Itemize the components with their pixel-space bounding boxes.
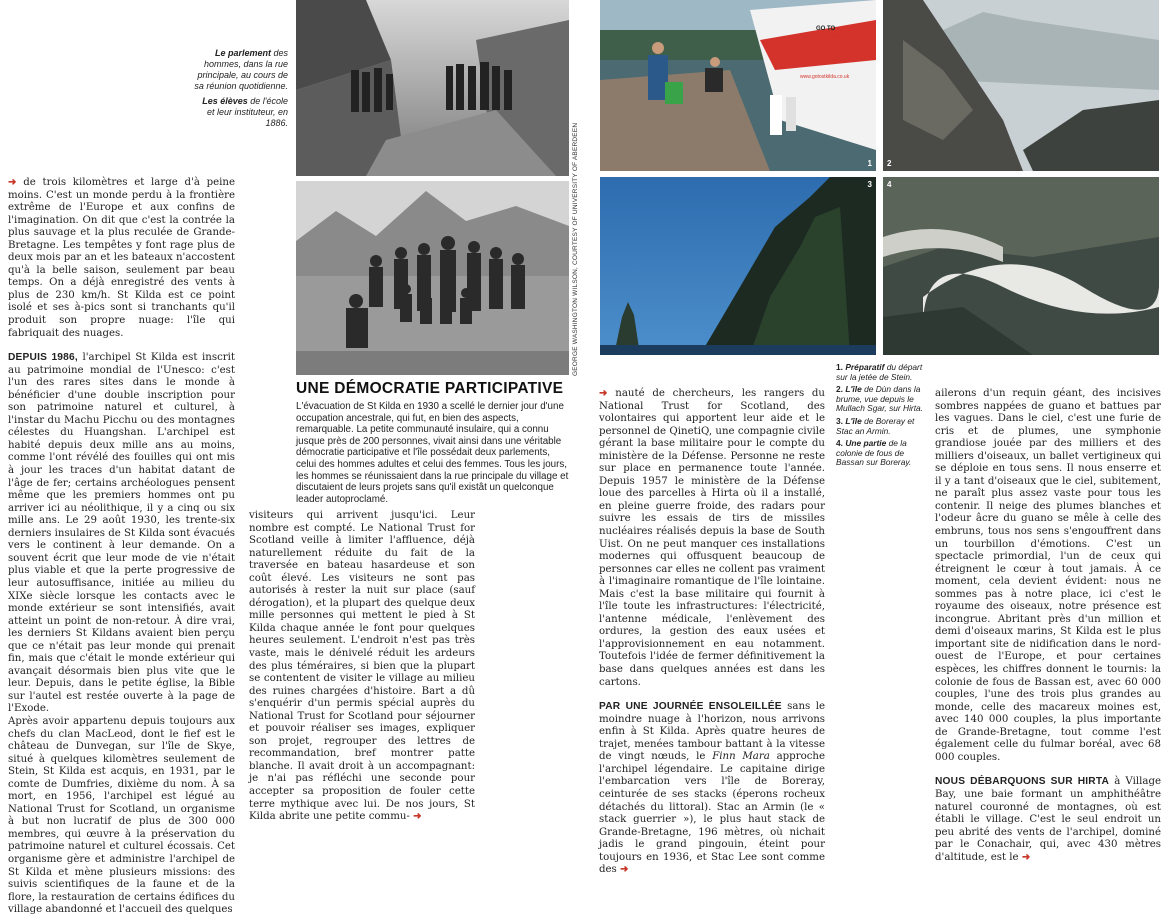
photo-schoolchildren bbox=[296, 181, 569, 375]
caption-1-number: 1. bbox=[836, 362, 843, 372]
caption-3-bold: L'île bbox=[845, 415, 862, 426]
caption-text-parlement: des hommes, dans la rue principale, au cours de sa réunion quotidienne. bbox=[194, 48, 288, 91]
col1-lead: DEPUIS 1986, bbox=[8, 352, 78, 364]
photo-number-1: 1 bbox=[867, 159, 872, 168]
continue-arrow: ➜ bbox=[8, 177, 17, 188]
top-photo-caption bbox=[194, 48, 288, 129]
caption-bold-eleves: Les élèves bbox=[202, 96, 248, 106]
boat-text-stkilda: ST KILDA bbox=[813, 34, 841, 40]
photo-caption-1 bbox=[836, 363, 932, 382]
col3-paragraph-2b: approche l'archipel légendaire. Le capitaine dirige l'embarcation vers l'île de Boreray, ceinturée de ses stacks (éperons rocheux détachés du littoral). Stac an Armin (le « stack guerrier »), le plus haut stack de Grande-Bretagne, 196 mètres, où nichait jadis le grand pingouin, éteint pour toujours en 1936, et Stac Lee sont comme des bbox=[599, 751, 826, 876]
sidebar-box-text: L'évacuation de St Kilda en 1930 a scellé le dernier jour d'une occupation ancestrale, qui fut, en bien des aspects, remarquable. La petite communauté insulaire, qui a connu jusque près de 200 personnes, vivait ainsi dans une véritable démocratie participative et l'île possédait deux parlements, celui des hommes adultes et celui des femmes. Tous les jours, les hommes se réunissaient dans la rue principale du village et discutaient de leurs projets sans qu'il existât un quelconque leader autoproclamé. bbox=[296, 401, 569, 505]
article-column-2 bbox=[249, 510, 475, 823]
caption-3-number: 3. bbox=[836, 415, 843, 426]
caption-2-number: 2. bbox=[836, 384, 843, 395]
continue-arrow: ➜ bbox=[599, 388, 608, 399]
continue-arrow: ➜ bbox=[620, 864, 629, 876]
caption-1-text: du départ sur la jetée de Stein. bbox=[836, 362, 923, 382]
caption-3-text: de Boreray et Stac an Armin. bbox=[836, 415, 915, 436]
boat-text-goto: GO TO bbox=[816, 26, 836, 32]
caption-2-text: de Dùn dans la brume, vue depuis le Mullach Sgar, sur Hirta. bbox=[836, 384, 924, 414]
sidebar-box-title: UNE DÉMOCRATIE PARTICIPATIVE bbox=[296, 380, 564, 397]
col4-paragraph-2: à Village Bay, une baie formant un amphithéâtre naturel couronné de montagnes, où est établi le village. C'est le seul endroit un peu abrité des vents de l'archipel, dominé par le Conachair, qui, avec 430 mètres d'altitude, est le bbox=[935, 776, 1161, 863]
col3-paragraph-2a: sans le moindre nuage à l'horizon, nous arrivons enfin à St Kilda. Après quatre heures de trajet, menées tambour battant à la vitesse de vingt nœuds, le bbox=[599, 701, 825, 763]
caption-bold-parlement: Le parlement bbox=[214, 48, 271, 58]
photo-number-2: 2 bbox=[887, 159, 892, 168]
photo-1-boat bbox=[600, 0, 876, 171]
photo-caption-2 bbox=[836, 385, 932, 414]
col1-paragraph-1: de trois kilomètres et large d'à peine moins. C'est un monde perdu à la frontière extrême de l'Europe et aux confins de l'imagination. On dit que c'est la contrée la plus sauvage et la plus reculée de Grande-Bretagne. Les tempêtes y font rage plus de deux mois par an et les bateaux n'accostent qu'à la belle saison, seulement par beau temps. On a déjà enregistré des vents à plus de 230 km/h. St Kilda est ce point isolé et ses à-pics sont si tranchants qu'il produit son propre nuage: l'île qui fabriquait des nuages. bbox=[8, 177, 235, 339]
caption-text-eleves: de l'école et leur instituteur, en 1886. bbox=[206, 96, 288, 128]
photo-caption-4 bbox=[836, 439, 932, 468]
col2-paragraph-1: visiteurs qui arrivent jusqu'ici. Leur nombre est compté. Le National Trust for Scotland veille à limiter l'affluence, déjà naturellement réduite du fait de la traversée en bateau hasardeuse et son coût élevé. Les visiteurs ne sont pas autorisés à rester la nuit sur place (sauf dérogation), et la plupart des quelque deux mille personnes qui mettent le pied à St Kilda chaque année le font pour quelques heures seulement. L'endroit n'est pas très vaste, mais le dénivelé réduit les ardeurs des plus téméraires, si bien que la plupart se contentent de visiter le village au milieu des ruines chargées d'histoire. Bart a dû s'enquérir d'un permis spécial auprès du National Trust for Scotland pour séjourner et pouvoir réaliser ses images, expliquer son projet, regrouper des lettres de recommandation, bref montrer patte blanche. Il avait droit à un accompagnant: je n'ai pas réfléchi une seconde pour accepter sa proposition de fouler cette terre mythique avec lui. De nos jours, St Kilda abrite une petite commu- bbox=[249, 510, 475, 823]
col4-lead: NOUS DÉBARQUONS SUR HIRTA bbox=[935, 776, 1110, 788]
continue-arrow: ➜ bbox=[413, 811, 422, 823]
photo-3-boreray bbox=[600, 177, 876, 355]
photo-parliament-men bbox=[296, 0, 569, 176]
photo-2-dun-mist bbox=[883, 0, 1159, 171]
caption-4-text: de la colonie de fous de Bassan sur Boreray. bbox=[836, 438, 912, 468]
caption-4-number: 4. bbox=[836, 438, 843, 449]
continue-arrow: ➜ bbox=[1021, 851, 1031, 863]
photo-caption-3 bbox=[836, 417, 932, 436]
photo-captions bbox=[836, 363, 932, 468]
col1-paragraph-3: Après avoir appartenu depuis toujours aux chefs du clan MacLeod, dont le fief est le château de Dunvegan, sur l'île de Skye, situé à quelques kilomètres seulement de Stein, St Kilda est acquis, en 1931, par le comte de Dumfries, dixième du nom. À sa mort, en 1956, l'archipel est légué au National Trust for Scotland, un organisme à but non lucratif de plus de 300 000 membres, qui œuvre à la préservation du patrimoine naturel et culturel écossais. Cet organisme gère et administre l'archipel de St Kilda et mène plusieurs missions: des suivis scientifiques de la faune et de la flore, la restauration de certains édifices du village abandonné et l'accueil des quelques bbox=[8, 715, 235, 916]
photo-number-4: 4 bbox=[887, 180, 892, 189]
article-column-3 bbox=[599, 388, 826, 876]
boat-name: Finn Mara bbox=[712, 751, 770, 763]
col4-paragraph-1: ailerons d'un requin géant, des incisives sombres nappées de guano et battues par les vagues. Dans le ciel, c'est une furie de cris et de plumes, une symphonie grandiose jouée par des milliers et des milliers d'oiseaux, un ballet vertigineux qui se déploie en tous sens. Il nous enserre et il y a tant d'oiseaux que le ciel, subitement, ne paraît plus assez vaste pour tous les contenir. Il neige des plumes blanches et l'odeur âcre du guano se mêle à celle des embruns, tous nos sens s'engouffrent dans un tourbillon d'émotions. C'est un spectacle primordial, l'un de ceux qui étreignent le cœur à tout jamais. À ce moment, cela devient évident: nous ne sommes pas à notre place, ici c'est le royaume des oiseaux, notre présence est incongrue. Abritant près d'un million et demi d'oiseaux marins, St Kilda est le plus important site de nidification dans le nord-ouest de l'Europe, et pour certaines espèces, les chiffres donnent le tournis: la colonie de fous de Bassan est, avec 60 000 couples, l'une des trois plus grandes au monde, celle des macareux moines est, avec 140 000 couples, la plus importante de Grande-Bretagne, tout comme l'est également celle du fulmar boréal, avec 68 000 couples. bbox=[935, 388, 1161, 763]
photo-4-gannet-colony bbox=[883, 177, 1159, 355]
col3-lead: PAR UNE JOURNÉE ENSOLEILLÉE bbox=[599, 701, 782, 713]
col3-paragraph-1: nauté de chercheurs, les rangers du National Trust for Scotland, des volontaires qui apportent leur aide et le personnel de QinetiQ, une compagnie civile gérant la base militaire pour le compte du ministère de la Défense. Personne ne reste sur place en permanence toute l'année. Depuis 1957 le ministère de la Défense loue des parcelles à Hirta où il a installé, en pleine guerre froide, des radars pour suivre les essais de tirs de missiles nucléaires réalisés depuis la base de South Uist. On ne peut manquer ces installations modernes qui offusquent beaucoup de personnes car elles ne collent pas vraiment à l'imaginaire romantique de l'île lointaine. Mais c'est la base militaire qui fournit à l'île toute les infrastructures: l'électricité, l'antenne médicale, l'enlèvement des ordures, la gestion des eaux usées et l'approvisionnement en eau notamment. Toutefois l'idée de fermer définitivement la base dans quelques années est dans les cartons. bbox=[599, 388, 825, 688]
boat-text-url: www.gotostkilda.co.uk bbox=[800, 74, 850, 80]
caption-2-bold: L'île bbox=[845, 384, 862, 395]
photo-credit: GEORGE WASHINGTON WILSON, COURTESY OF UNIVERSITY OF ABERDEEN bbox=[572, 122, 579, 376]
caption-1-bold: Préparatif bbox=[845, 362, 885, 372]
article-column-1 bbox=[8, 177, 235, 916]
caption-4-bold: Une partie bbox=[845, 438, 887, 449]
sidebar-box bbox=[296, 380, 569, 505]
photo-number-3: 3 bbox=[867, 180, 872, 189]
article-column-4 bbox=[935, 388, 1161, 863]
col1-paragraph-2: l'archipel St Kilda est inscrit au patrimoine mondial de l'Unesco: c'est l'un des rares sites dans le monde à bénéficier d'une double inscription pour son patrimoine naturel et culturel, à l'instar du Machu Picchu ou des montagnes célestes du Huangshan. L'archipel est habité depuis deux mille ans au moins, comme l'ont révélé des fouilles qui ont mis à jour les traces d'un habitat datant de l'âge de fer; certains archéologues pensent même que les premiers hommes ont pu arriver ici au néolithique, il y a cinq ou six mille ans. Le 29 août 1930, les trente-six derniers insulaires de St Kilda sont évacués vers le continent à leur demande. On a souvent écrit que leur mode de vie n'était plus viable et que la perte progressive de leur autosuffisance, initiée au milieu du XIXe siècle lorsque les contacts avec le monde extérieur se sont intensifiés, avait atteint un point de non-retour. À dire vrai, les derniers St Kildans avaient bien perçu que ce n'était pas leur monde qui prenait fin, mais que c'était le monde extérieur qui avançait désormais bien plus vite que le leur. Depuis, dans le petite église, la Bible sur l'autel est restée ouverte à la page de l'Exode. bbox=[8, 352, 235, 715]
